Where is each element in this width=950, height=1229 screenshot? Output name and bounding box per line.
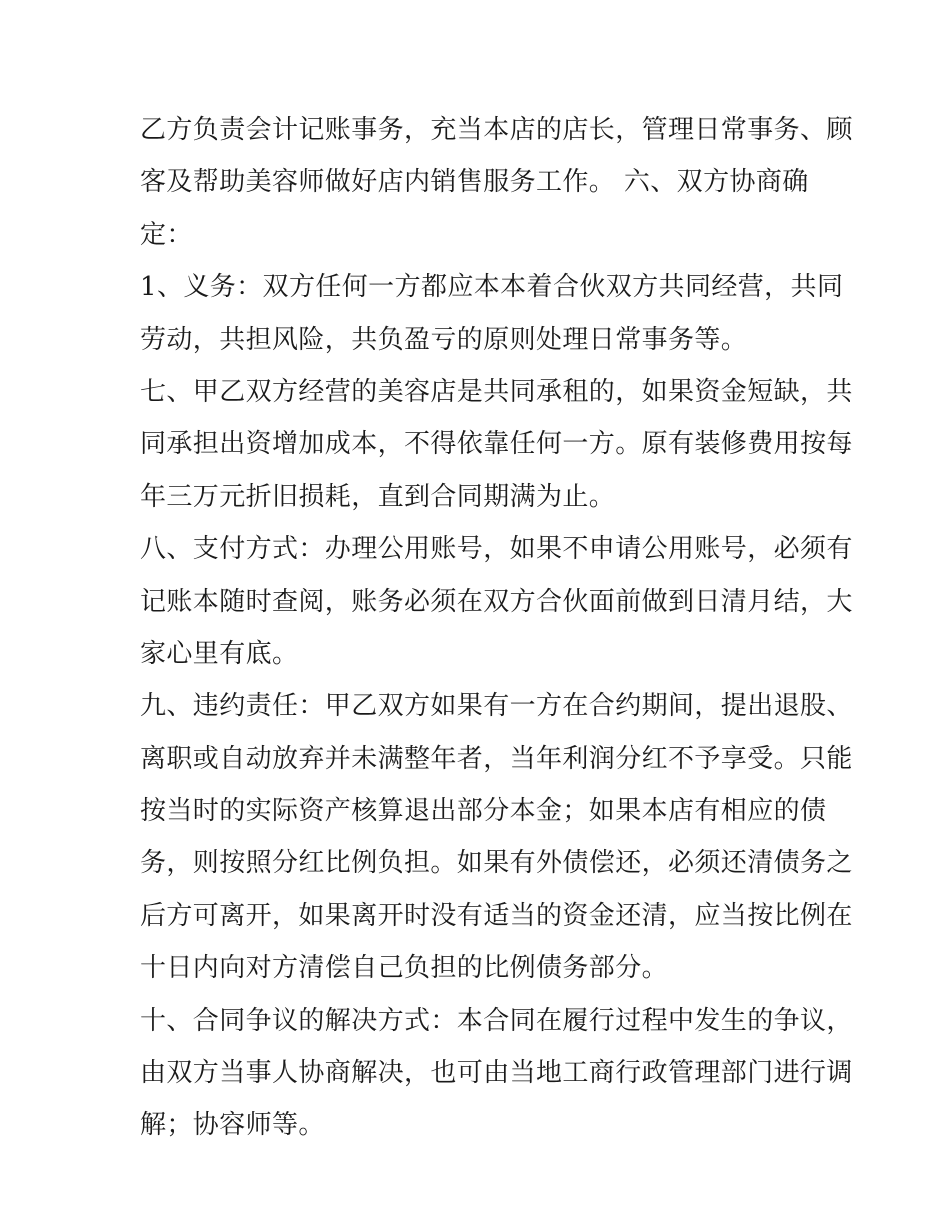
text-line: 后方可离开，如果离开时没有适当的资金还清，应当按比例在 xyxy=(140,900,853,931)
text-line: 十日内向对方清偿自己负担的比例债务部分。 xyxy=(140,953,669,984)
text-line: 按当时的实际资产核算退出部分本金；如果本店有相应的债 xyxy=(140,796,827,827)
text-line: 家心里有底。 xyxy=(140,638,299,669)
text-line: 客及帮助美容师做好店内销售服务工作。 六、双方协商确 xyxy=(140,167,809,198)
text-line: 七、甲乙双方经营的美容店是共同承租的，如果资金短缺，共 xyxy=(140,376,853,407)
text-line: 定： xyxy=(140,219,193,250)
text-line: 乙方负责会计记账事务，充当本店的店长，管理日常事务、顾 xyxy=(140,115,853,145)
text-line: 同承担出资增加成本，不得依靠任何一方。原有装修费用按每 xyxy=(140,429,853,460)
text-line: 九、违约责任：甲乙双方如果有一方在合约期间，提出退股、 xyxy=(140,691,853,722)
text-line: 记账本随时查阅，账务必须在双方合伙面前做到日清月结，大 xyxy=(140,586,853,617)
text-line: 十、合同争议的解决方式：本合同在履行过程中发生的争议， xyxy=(140,1005,853,1036)
text-line: 务，则按照分红比例负担。如果有外债偿还，必须还清债务之 xyxy=(140,848,853,879)
text-line: 八、支付方式：办理公用账号，如果不申请公用账号，必须有 xyxy=(140,534,853,565)
text-line: 解；协容师等。 xyxy=(140,1110,325,1141)
text-line: 年三万元折旧损耗，直到合同期满为止。 xyxy=(140,481,616,512)
text-line: 劳动，共担风险，共负盈亏的原则处理日常事务等。 xyxy=(140,324,748,355)
document-body xyxy=(140,104,853,1152)
text-line: 1、义务：双方任何一方都应本本着合伙双方共同经营，共同 xyxy=(140,272,844,303)
text-line: 离职或自动放弃并未满整年者，当年利润分红不予享受。只能 xyxy=(140,743,853,774)
text-line: 由双方当事人协商解决，也可由当地工商行政管理部门进行调 xyxy=(140,1058,853,1089)
